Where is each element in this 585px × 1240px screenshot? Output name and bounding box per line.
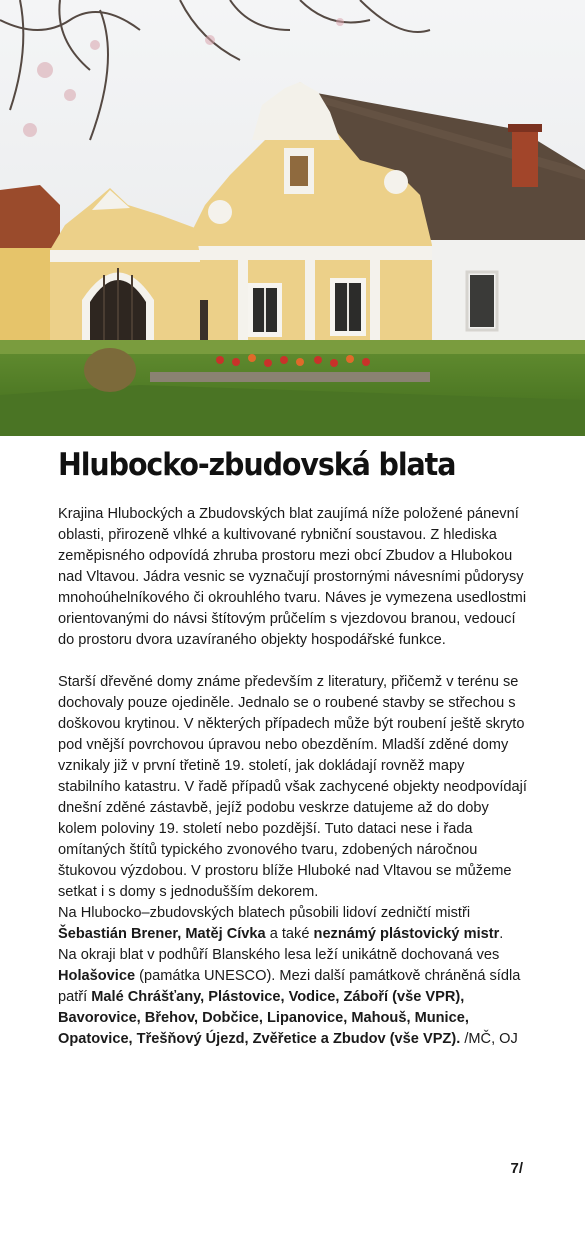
article-body xyxy=(58,504,528,1050)
masters-text: Na Hlubocko–zbudovských blatech působili lidoví zedničtí mistři xyxy=(58,905,471,921)
page-number: 7/ xyxy=(510,1160,523,1177)
masters-unknown: neznámý plástovický mistr xyxy=(313,926,500,942)
villages-list: Malé Chrášťany, Plástovice, Vodice, Záboří (vše VPR), Bavorovice, Břehov, Dobčice, Lipanovice, Mahouš, Munice, Opatovice, Třešňový Újezd, Zvěřetice a Zbudov (vše VPZ). xyxy=(58,989,469,1047)
villages-text-2: (památka UNESCO). Mezi další památkově chráněná sídla patří xyxy=(58,968,521,1005)
paragraph-houses: Starší dřevěné domy známe především z literatury, přičemž v terénu se dochovaly pouze ojediněle. Jednalo se o roubené stavby se střechou s doškovou krytinou. V některých případech může být roubení ještě skryto pod vnější povrchovou úpravou nebo obezděním. Mladší zděné domy vznikaly již v první třetině 19. století, jak dokládají rovněž mapy stabilního katastru. V řadě případů však zachycené objekty neodpovídají dnešní zděné zástavbě, jejíž podobu veskrze datujeme až do doby kolem poloviny 19. století nebo pozdější. Tuto dataci nese i řada omítaných štítů typického zvonového tvaru, zdobených náročnou štukovou výzdobou. V prostoru blíže Hluboké nad Vltavou se můžeme setkat i s domy s jednodušším dekorem. xyxy=(58,674,527,900)
farmhouse-photo xyxy=(0,0,585,436)
paragraph-intro: Krajina Hlubockých a Zbudovských blat zaujímá níže položené pánevní oblasti, přirozeně vlhké a kultivované rybniční soustavou. Z hlediska zeměpisného odpovídá zhruba prostoru mezi obcí Zbudov a Hlubokou nad Vltavou. Jádra vesnic se vyznačují prostornými návesními půdorysy mnohoúhelníkového či okrouhlého tvaru. Náves je vymezena usedlostmi orientovanými do návsi štítovým průčelím s vjezdovou branou, vedoucí do prostoru dvora uzavíraného objekty hospodářské funkce. xyxy=(58,506,527,648)
page-title: Hlubocko-zbudovská blata xyxy=(58,447,456,483)
masters-names: Šebastián Brener, Matěj Cívka xyxy=(58,926,266,942)
paragraph-masters xyxy=(58,903,528,945)
paragraph-villages xyxy=(58,945,528,1050)
villages-text: Na okraji blat v podhůří Blanského lesa leží unikátně dochovaná ves xyxy=(58,947,500,963)
masters-text-3: . xyxy=(499,926,504,942)
village-holasovice: Holašovice xyxy=(58,968,136,984)
masters-text-2: a také xyxy=(265,926,314,942)
author-credit: /MČ, OJ xyxy=(460,1031,518,1047)
